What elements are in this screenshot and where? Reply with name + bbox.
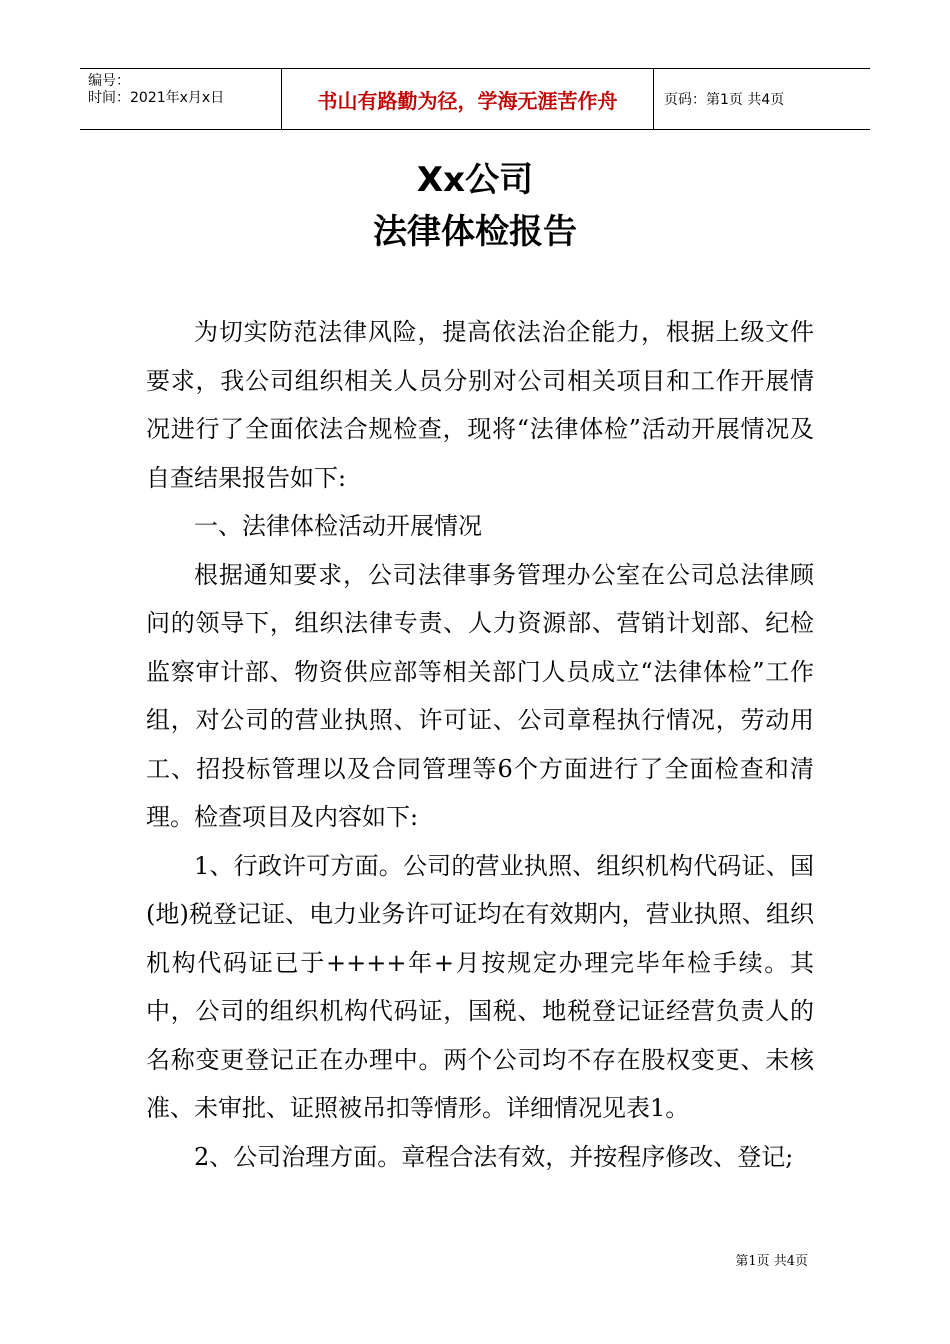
paragraph-item-2: 2、公司治理方面。章程合法有效，并按程序修改、登记; [194, 1142, 794, 1171]
section-heading-1: 一、法律体检活动开展情况 [194, 512, 482, 540]
header-page-number: 页码：第1页 共4页 [664, 92, 785, 108]
document-number-label: 编号： [88, 73, 130, 89]
paragraph-intro: 为切实防范法律风险，提高依法治企能力，根据上级文件要求，我公司组织相关人员分别对公司相关项目和工作开展情况进行了全面依法合规检查，现将“法律体检”活动开展情况及自查结果报告如下: [146, 318, 814, 492]
document-title: 法律体检报告 [373, 212, 577, 252]
document-time-label: 时间：2021年x月x日 [88, 90, 225, 106]
document-title-company: Xx公司 [416, 160, 534, 200]
paragraph-item-1: 1、行政许可方面。公司的营业执照、组织机构代码证、国(地)税登记证、电力业务许可证均在有效期内，营业执照、组织机构代码证已于++++年+月按规定办理完毕年检手续。其中，公司的组织机构代码证，国税、地税登记证经营负责人的名称变更登记正在办理中。两个公司均不存在股权变更、未核准、未审批、证照被吊扣等情形。详细情况见表1。 [146, 851, 814, 1122]
page-footer: 第1页 共4页 [735, 1254, 808, 1269]
document-body [146, 308, 814, 1181]
header-meta [80, 69, 282, 129]
header-motto: 书山有路勤为径，学海无涯苦作舟 [282, 69, 654, 129]
paragraph-overview: 根据通知要求，公司法律事务管理办公室在公司总法律顾问的领导下，组织法律专责、人力资源部、营销计划部、纪检监察审计部、物资供应部等相关部门人员成立“法律体检”工作组，对公司的营业执照、许可证、公司章程执行情况，劳动用工、招投标管理以及合同管理等6个方面进行了全面检查和清理。检查项目及内容如下: [146, 560, 814, 831]
page-header [80, 68, 870, 130]
